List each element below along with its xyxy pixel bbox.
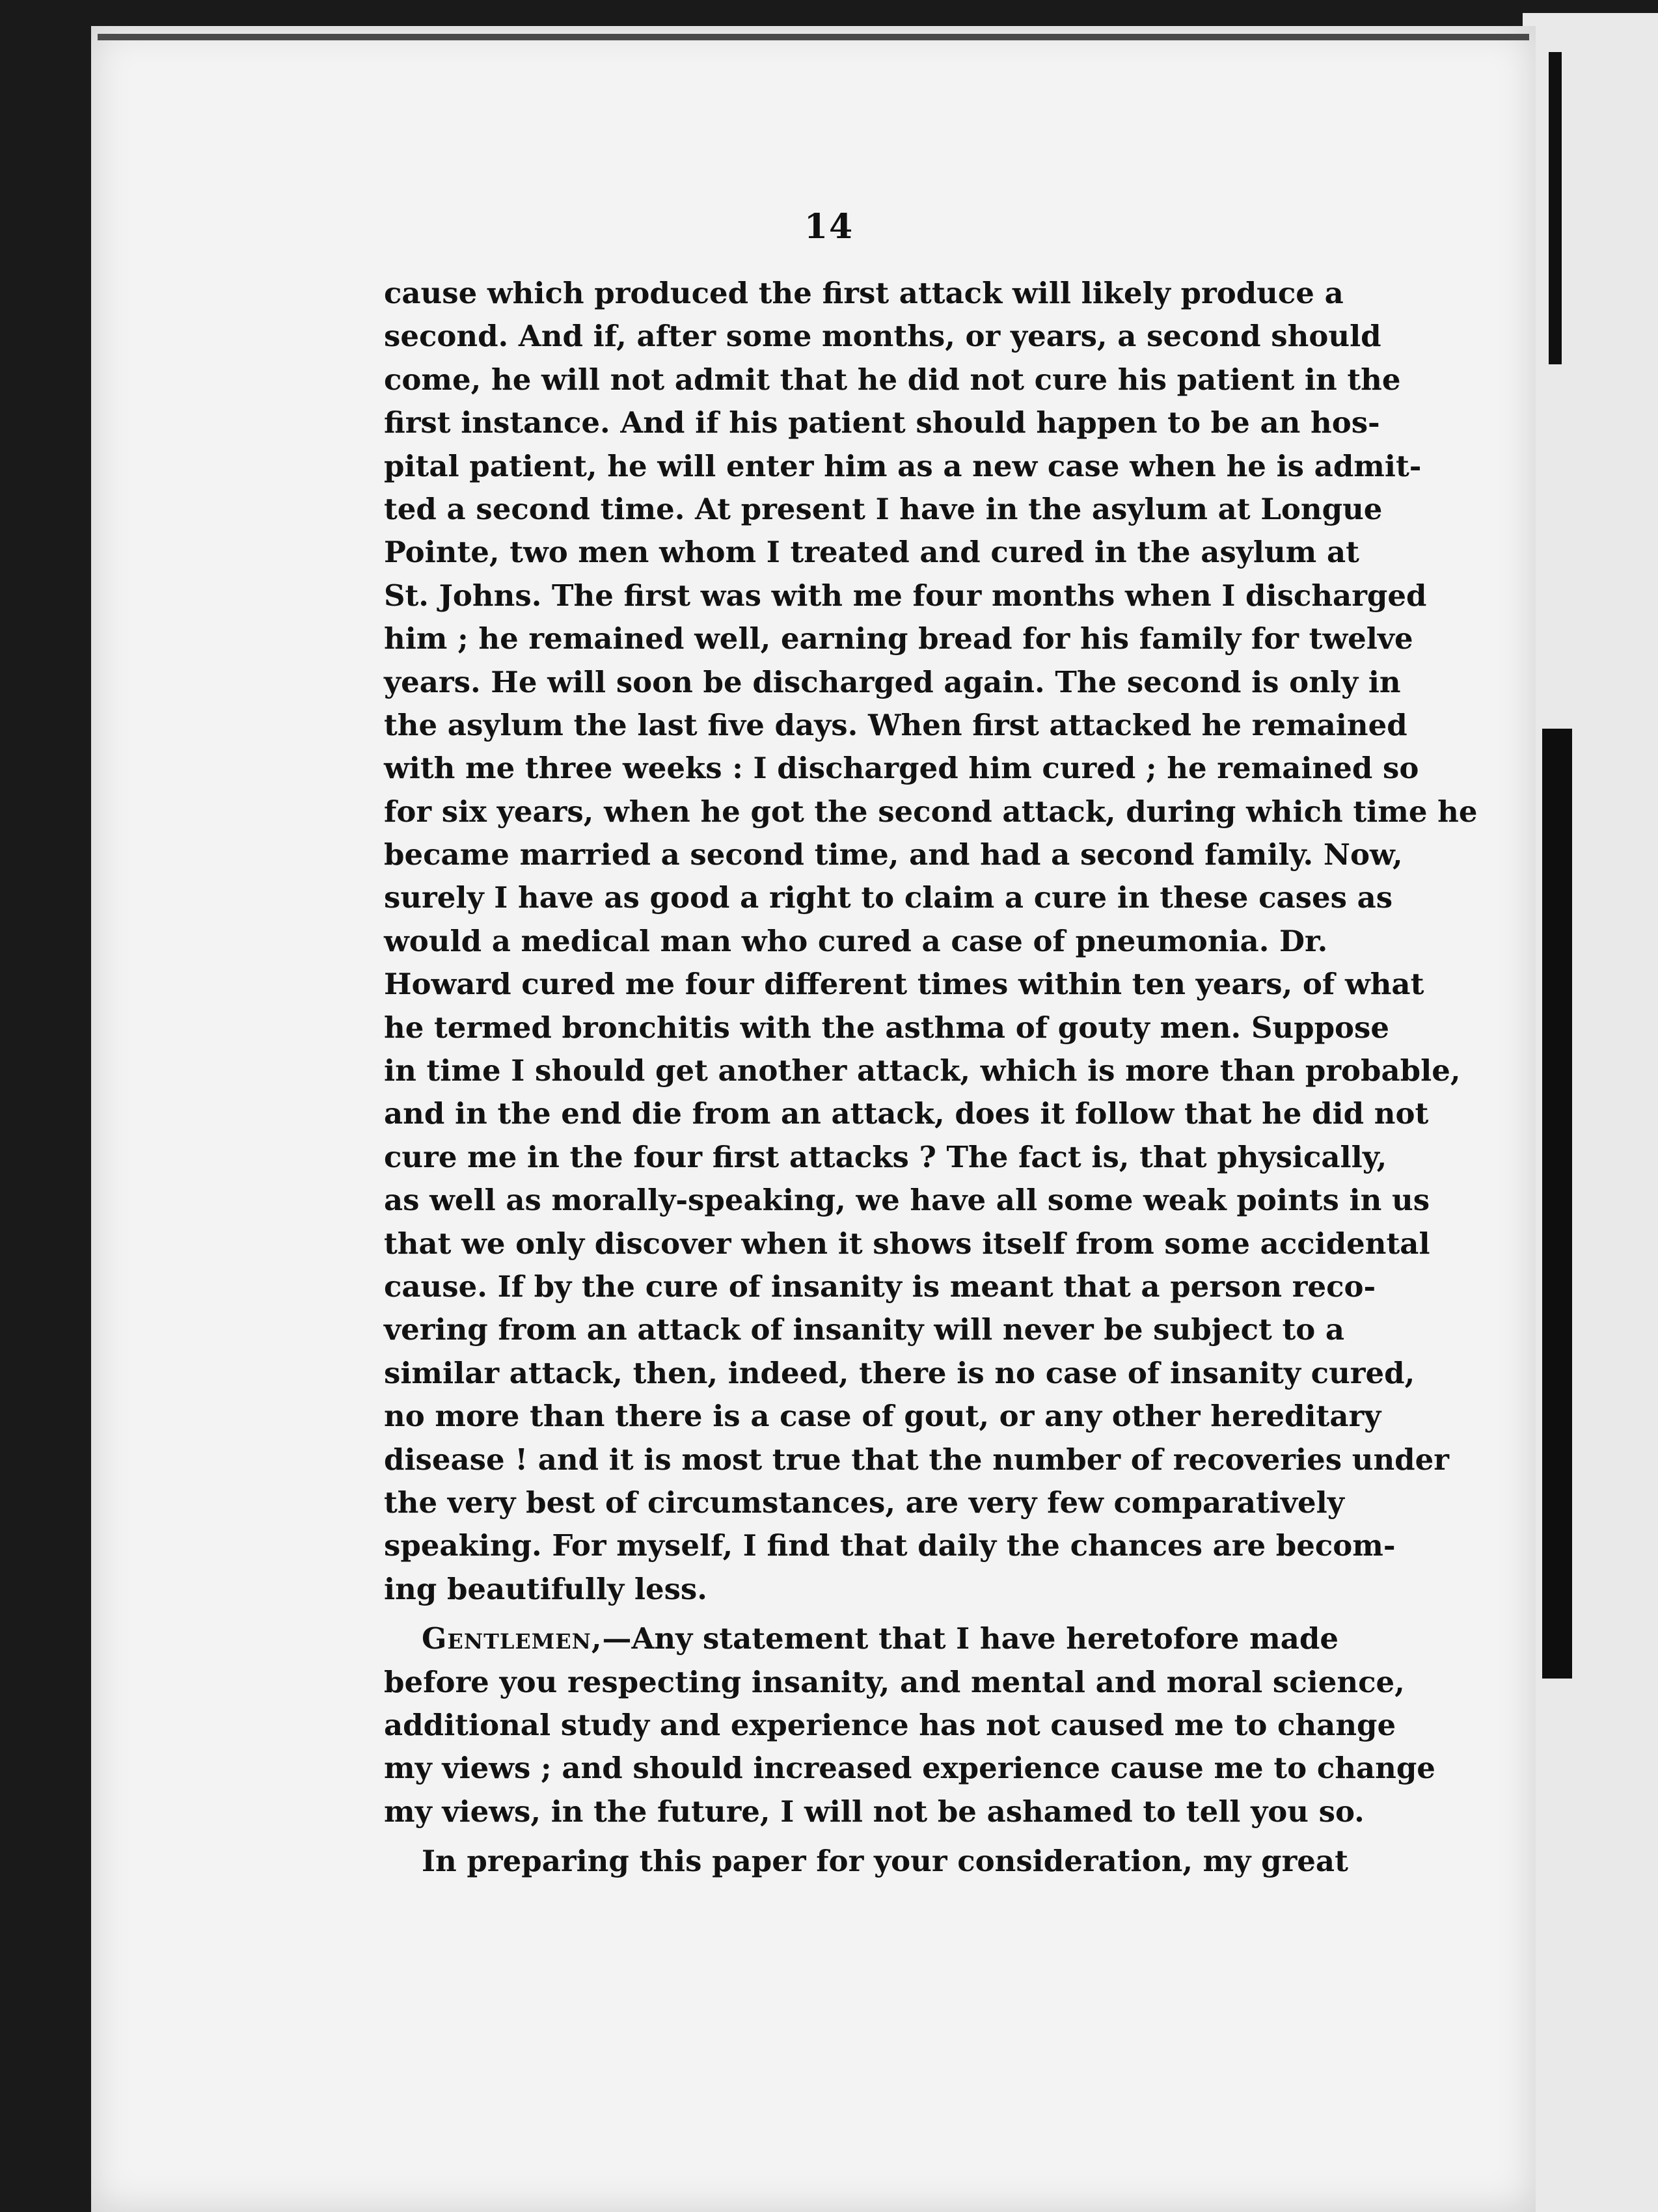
text-line: St. Johns. The first was with me four months when I discharged	[384, 578, 1427, 613]
text-line: would a medical man who cured a case of pneumonia. Dr.	[384, 923, 1328, 958]
text-line: similar attack, then, indeed, there is no case of insanity cured,	[384, 1355, 1415, 1390]
text-line: that we only discover when it shows itself from some accidental	[384, 1226, 1430, 1261]
text-line: surely I have as good a right to claim a cure in these cases as	[384, 880, 1393, 915]
text-line: additional study and experience has not caused me to change	[384, 1707, 1396, 1742]
text-line: cause which produced the first attack will likely produce a	[384, 276, 1344, 310]
text-line: no more than there is a case of gout, or any other hereditary	[384, 1399, 1381, 1434]
text-line	[384, 1617, 1339, 1660]
text-line: as well as morally-speaking, we have all some weak points in us	[384, 1183, 1430, 1218]
text-line: the very best of circumstances, are very few comparatively	[384, 1485, 1344, 1520]
text-line: pital patient, he will enter him as a new case when he is admit-	[384, 448, 1422, 483]
text-line: before you respecting insanity, and mental and moral science,	[384, 1664, 1405, 1699]
text-line: the asylum the last five days. When first attacked he remained	[384, 707, 1407, 742]
text-line: second. And if, after some months, or years, a second should	[384, 319, 1381, 354]
text-line: for six years, when he got the second attack, during which time he	[384, 794, 1478, 829]
paragraph-gap	[384, 1833, 1301, 1840]
page-number: 14	[804, 207, 854, 247]
text-line: come, he will not admit that he did not cure his patient in the	[384, 362, 1401, 397]
paragraph-gap	[384, 1611, 1301, 1617]
paragraph-3	[384, 1840, 1348, 1883]
text-line: Howard cured me four different times within ten years, of what	[384, 967, 1424, 1002]
text-line: ing beautifully less.	[384, 1571, 707, 1606]
body-text	[384, 272, 1478, 1883]
text-line: years. He will soon be discharged again. The second is only in	[384, 664, 1401, 699]
text-line: cause. If by the cure of insanity is meant that a person reco-	[384, 1269, 1376, 1304]
paragraph-2	[384, 1617, 1435, 1833]
paragraph-1	[384, 272, 1478, 1611]
text-line: my views ; and should increased experience cause me to change	[384, 1751, 1435, 1786]
text-line: ted a second time. At present I have in the asylum at Longue	[384, 491, 1383, 526]
text-line: first instance. And if his patient should happen to be an hos-	[384, 405, 1380, 440]
text-line: with me three weeks : I discharged him cured ; he remained so	[384, 751, 1419, 786]
text-line: became married a second time, and had a second family. Now,	[384, 837, 1403, 872]
text-line: In preparing this paper for your consideration, my great	[422, 1844, 1348, 1879]
text-line: in time I should get another attack, which is more than probable,	[384, 1053, 1461, 1088]
text-line: speaking. For myself, I find that daily the chances are becom-	[384, 1528, 1396, 1563]
text-fragment: —Any statement that I have heretofore made	[602, 1621, 1339, 1656]
text-line: my views, in the future, I will not be ashamed to tell you so.	[384, 1794, 1365, 1829]
binding-shadow	[1542, 729, 1572, 1679]
text-line: and in the end die from an attack, does it follow that he did not	[384, 1096, 1429, 1131]
text-line: he termed bronchitis with the asthma of gouty men. Suppose	[384, 1010, 1390, 1045]
salutation: Gentlemen,	[422, 1621, 603, 1656]
text-line: cure me in the four first attacks ? The fact is, that physically,	[384, 1139, 1387, 1174]
text-line: vering from an attack of insanity will never be subject to a	[384, 1312, 1345, 1347]
text-line: disease ! and it is most true that the number of recoveries under	[384, 1442, 1449, 1477]
page-top-edge	[98, 34, 1529, 40]
text-line: him ; he remained well, earning bread for his family for twelve	[384, 621, 1413, 656]
text-line: Pointe, two men whom I treated and cured in the asylum at	[384, 535, 1359, 570]
